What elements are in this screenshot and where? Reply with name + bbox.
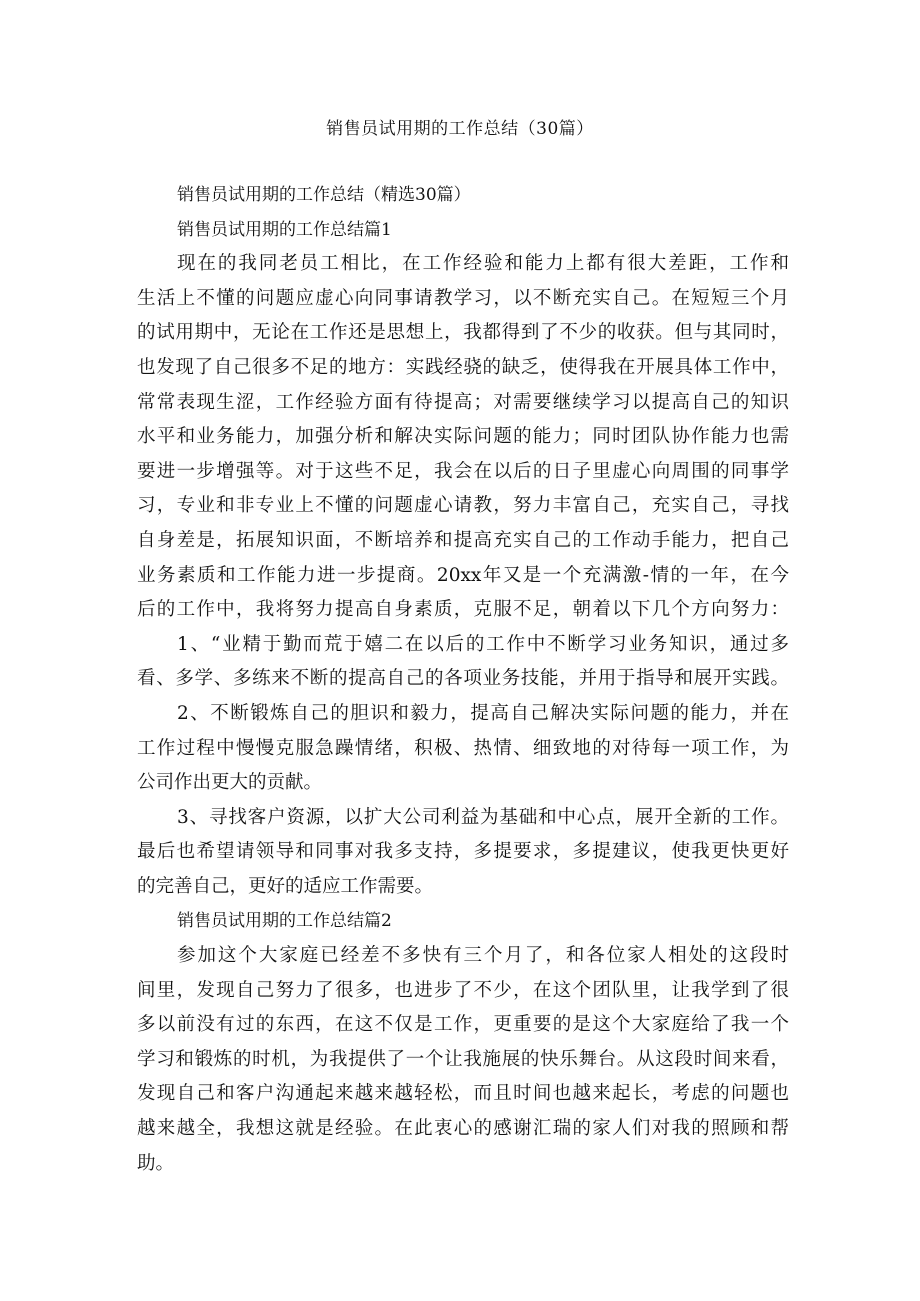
paragraph-line: 3、寻找客户资源，以扩大公司利益为基础和中心点，展开全新的工作。 — [177, 806, 789, 828]
paragraph-line: 后的工作中，我将努力提高自身素质，克服不足，朝着以下几个方向努力： — [137, 599, 789, 621]
document-subtitle: 销售员试用期的工作总结（精选30篇） — [177, 185, 471, 205]
paragraph-line: 参加这个大家庭已经差不多快有三个月了，和各位家人相处的这段时 — [177, 945, 789, 967]
paragraph-line: 业务素质和工作能力进一步提商。20xx年又是一个充满激-情的一年，在今 — [137, 564, 789, 586]
paragraph-line: 水平和业务能力，加强分析和解决实际问题的能力；同时团队协作能力也需 — [137, 426, 789, 448]
paragraph-line: 的完善自己，更好的适应工作需要。 — [137, 875, 434, 897]
section-2-heading: 销售员试用期的工作总结篇2 — [177, 911, 392, 932]
document-body — [137, 178, 789, 1181]
paragraph-line: 学习和锻炼的时机，为我提供了一个让我施展的快乐舞台。从这段时间来看， — [137, 1048, 789, 1070]
paragraph-line: 生活上不懂的问题应虚心向同事请教学习，以不断充实自己。在短短三个月 — [137, 287, 789, 309]
paragraph-line: 要进一步增强等。对于这些不足，我会在以后的日子里虚心向周围的同事学 — [137, 460, 789, 482]
paragraph-line: 1、“业精于勤而荒于嬉二在以后的工作中不断学习业务知识，通过多 — [177, 633, 789, 655]
paragraph-line: 工作过程中慢慢克服急躁情绪，积极、热情、细致地的对待每一项工作，为 — [137, 737, 789, 759]
section-1-heading: 销售员试用期的工作总结篇1 — [177, 219, 392, 240]
paragraph-line: 越来越全，我想这就是经验。在此衷心的感谢汇瑞的家人们对我的照顾和帮 — [137, 1118, 789, 1140]
paragraph-line: 发现自己和客户沟通起来越来越轻松，而且时间也越来起长，考虑的问题也 — [137, 1083, 789, 1105]
paragraph-line: 看、多学、多练来不断的提高自己的各项业务技能，并用于指导和展开实践。 — [137, 668, 789, 690]
paragraph-line: 公司作出更大的贡献。 — [137, 772, 323, 794]
paragraph-line: 现在的我同老员工相比，在工作经验和能力上都有很大差距，工作和 — [177, 253, 789, 275]
paragraph-line: 间里，发现自己努力了很多，也进步了不少，在这个团队里，让我学到了很 — [137, 979, 789, 1001]
document-title: 销售员试用期的工作总结（30篇） — [326, 119, 594, 139]
paragraph-line: 也发现了自己很多不足的地方：实践经骁的缺乏，使得我在开展具体工作中， — [137, 356, 789, 378]
section-1-point-1 — [137, 628, 789, 697]
paragraph-line: 助。 — [137, 1152, 175, 1174]
section-2-intro-paragraph — [137, 939, 789, 1181]
paragraph-line: 习，专业和非专业上不懂的问题虚心请教，努力丰富自己，充实自己，寻找 — [137, 495, 789, 517]
paragraph-line: 最后也希望请领导和同事对我多支持，多提要求，多提建议，使我更快更好 — [137, 841, 789, 863]
section-1-point-2 — [137, 697, 789, 801]
section-1-intro-paragraph — [137, 247, 789, 628]
paragraph-line: 常常表现生涩，工作经验方面有待提高；对需要继续学习以提高自己的知识 — [137, 391, 789, 413]
paragraph-line: 自身差是，拓展知识面，不断培养和提高充实自己的工作动手能力，把自己 — [137, 529, 789, 551]
paragraph-line: 多以前没有过的东西，在这不仅是工作，更重要的是这个大家庭给了我一个 — [137, 1014, 789, 1036]
section-1-point-3 — [137, 801, 789, 905]
paragraph-line: 的试用期中，无论在工作还是思想上，我都得到了不少的收获。但与其同时， — [137, 322, 789, 344]
paragraph-line: 2、不断锻炼自己的胆识和毅力，提高自己解决实际问题的能力，并在 — [177, 702, 789, 724]
